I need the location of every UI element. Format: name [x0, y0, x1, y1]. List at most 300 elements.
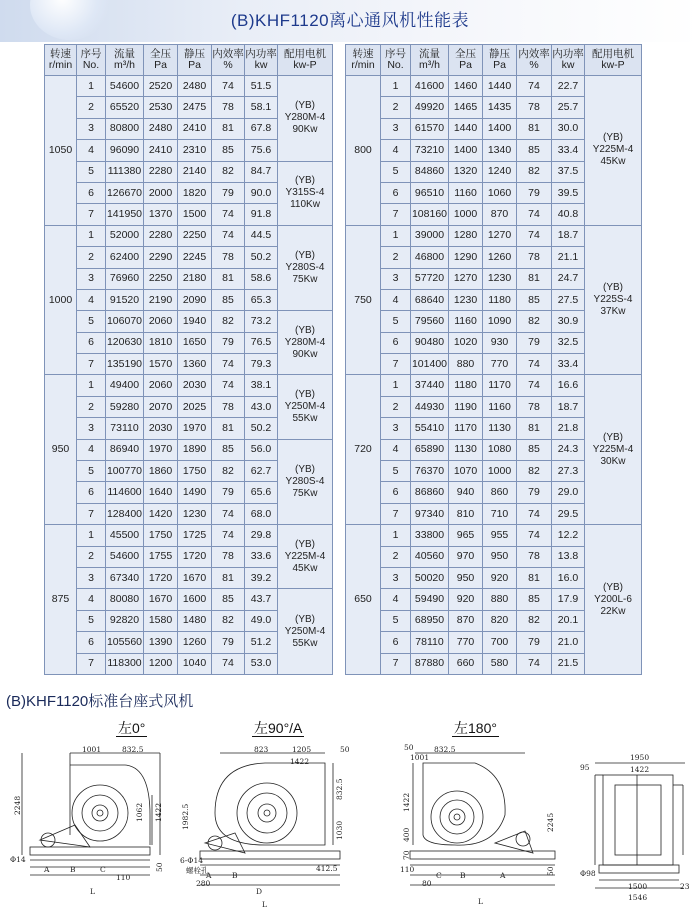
table-cell: 5 [381, 610, 411, 631]
table-cell: 29.0 [552, 482, 585, 503]
table-cell: 85 [212, 439, 245, 460]
table-cell: 81 [212, 418, 245, 439]
dim-text: C [100, 865, 106, 874]
table-cell: 141950 [106, 204, 144, 225]
table-cell: 49.0 [245, 610, 278, 631]
table-cell: 5 [77, 161, 106, 182]
table-cell: 86940 [106, 439, 144, 460]
table-cell: 67340 [106, 567, 144, 588]
motor-line: (YB) [295, 250, 315, 262]
table-cell: 74 [517, 76, 552, 97]
table-cell: 27.5 [552, 289, 585, 310]
speed-cell: 1000 [45, 225, 77, 375]
motor-cell [278, 225, 333, 311]
table-cell: 50.2 [245, 247, 278, 268]
column-header-speed [346, 45, 381, 76]
dim-text: 110 [400, 865, 415, 874]
table-cell: 40.8 [552, 204, 585, 225]
table-cell: 1750 [144, 525, 178, 546]
header-line: 流量 [419, 48, 440, 60]
motor-line: Y200L-6 [594, 593, 632, 605]
table-cell: 79 [517, 632, 552, 653]
table-cell: 4 [381, 289, 411, 310]
dim-text: 110 [116, 873, 131, 882]
table-cell: 82 [517, 161, 552, 182]
table-cell: 21.8 [552, 418, 585, 439]
table-cell: 30.0 [552, 118, 585, 139]
table-cell: 78 [517, 247, 552, 268]
table-cell: 4 [77, 289, 106, 310]
dim-text: 1030 [335, 820, 344, 840]
table-cell: 2060 [144, 375, 178, 396]
table-cell: 13.8 [552, 546, 585, 567]
table-cell: 4 [381, 140, 411, 161]
dim-text: Φ98 [580, 869, 596, 878]
table-cell: 2280 [144, 225, 178, 246]
motor-line: 30Kw [600, 455, 626, 467]
dim-text: 1422 [154, 802, 163, 822]
header-line: r/min [351, 59, 375, 71]
table-cell: 40560 [411, 546, 449, 567]
table-cell: 118300 [106, 653, 144, 674]
table-cell: 950 [483, 546, 517, 567]
table-cell: 3 [381, 118, 411, 139]
table-cell: 105560 [106, 632, 144, 653]
table-cell: 61570 [411, 118, 449, 139]
table-row [346, 525, 642, 546]
header-line: r/min [48, 59, 73, 71]
table-cell: 1190 [449, 396, 483, 417]
table-cell: 126670 [106, 182, 144, 203]
dim-text: 280 [196, 879, 211, 888]
table-cell: 81 [517, 268, 552, 289]
header-line: No. [82, 59, 100, 71]
table-cell: 68640 [411, 289, 449, 310]
table-cell: 79560 [411, 311, 449, 332]
table-cell: 4 [77, 589, 106, 610]
column-header-total_p [449, 45, 483, 76]
table-cell: 4 [381, 589, 411, 610]
dim-text: 螺栓孔 [186, 866, 209, 875]
motor-line: (YB) [295, 389, 315, 401]
table-cell: 135190 [106, 354, 144, 375]
table-row [45, 439, 333, 460]
motor-line: Y280M-4 [284, 336, 326, 348]
table-cell: 1400 [483, 118, 517, 139]
table-cell: 85 [212, 589, 245, 610]
table-cell: 43.7 [245, 589, 278, 610]
motor-line: Y250M-4 [284, 401, 326, 413]
dim-text: D [256, 887, 263, 896]
table-cell: 3 [77, 567, 106, 588]
table-cell: 74 [517, 225, 552, 246]
column-header-eff [212, 45, 245, 76]
table-cell: 59280 [106, 396, 144, 417]
header-line: 配用电机 [284, 48, 326, 60]
table-cell: 2140 [178, 161, 212, 182]
table-cell: 33.4 [552, 354, 585, 375]
table-cell: 1670 [144, 589, 178, 610]
motor-line: (YB) [295, 613, 315, 625]
table-cell: 100770 [106, 461, 144, 482]
table-cell: 79 [212, 482, 245, 503]
table-cell: 78 [517, 546, 552, 567]
table-cell: 1720 [144, 567, 178, 588]
header-line: Pa [493, 59, 506, 71]
table-cell: 1 [381, 375, 411, 396]
table-row [45, 76, 333, 97]
table-cell: 49400 [106, 375, 144, 396]
table-cell: 880 [483, 589, 517, 610]
table-cell: 24.7 [552, 268, 585, 289]
dim-text: C [436, 871, 442, 880]
table-cell: 1240 [483, 161, 517, 182]
table-cell: 81 [212, 268, 245, 289]
table-cell: 84860 [411, 161, 449, 182]
column-header-flow [411, 45, 449, 76]
dim-text: 1950 [630, 753, 650, 762]
table-cell: 32.5 [552, 332, 585, 353]
motor-cell [585, 225, 642, 375]
header-line: 转速 [352, 48, 374, 60]
table-cell: 955 [483, 525, 517, 546]
speed-cell: 650 [346, 525, 381, 675]
table-cell: 120630 [106, 332, 144, 353]
motor-line: Y280M-4 [284, 112, 326, 124]
table-cell: 1180 [483, 289, 517, 310]
dim-text: A [500, 871, 506, 880]
table-cell: 1370 [144, 204, 178, 225]
dim-text: B [70, 865, 76, 874]
table-cell: 39000 [411, 225, 449, 246]
table-cell: 2280 [144, 161, 178, 182]
table-cell: 41600 [411, 76, 449, 97]
table-cell: 1460 [449, 76, 483, 97]
table-cell: 74 [517, 354, 552, 375]
header-line: No. [387, 59, 404, 71]
table-cell: 3 [381, 418, 411, 439]
table-cell: 74 [517, 503, 552, 524]
table-cell: 1570 [144, 354, 178, 375]
table-cell: 1970 [178, 418, 212, 439]
table-cell: 7 [77, 503, 106, 524]
dim-text: 1062 [135, 802, 144, 822]
table-cell: 1490 [178, 482, 212, 503]
table-cell: 870 [483, 204, 517, 225]
header-line: kw [254, 59, 268, 71]
table-cell: 1440 [483, 76, 517, 97]
table-cell: 1000 [449, 204, 483, 225]
table-cell: 74 [212, 204, 245, 225]
table-cell: 67.8 [245, 118, 278, 139]
table-cell: 74 [212, 525, 245, 546]
table-cell: 81 [517, 418, 552, 439]
column-header-total_p [144, 45, 178, 76]
performance-table-right [345, 44, 642, 675]
table-cell: 33.4 [552, 140, 585, 161]
table-cell: 86860 [411, 482, 449, 503]
table-cell: 1080 [483, 439, 517, 460]
dim-text: 80 [422, 879, 432, 888]
dim-text: B [232, 871, 238, 880]
table-cell: 3 [381, 567, 411, 588]
table-cell: 810 [449, 503, 483, 524]
dim-text: 50 [404, 743, 414, 752]
speed-cell: 950 [45, 375, 77, 525]
table-cell: 85 [212, 289, 245, 310]
table-cell: 5 [77, 610, 106, 631]
table-cell: 1 [77, 375, 106, 396]
column-header-speed [45, 45, 77, 76]
column-header-motor_r [585, 45, 642, 76]
header-line: 序号 [385, 48, 406, 60]
table-cell: 76370 [411, 461, 449, 482]
table-cell: 1340 [483, 140, 517, 161]
dim-text: 832.5 [122, 745, 144, 754]
table-cell: 78 [212, 546, 245, 567]
table-cell: 1480 [178, 610, 212, 631]
motor-line: Y280S-4 [285, 262, 325, 274]
table-cell: 1400 [449, 140, 483, 161]
table-cell: 12.2 [552, 525, 585, 546]
table-cell: 1260 [178, 632, 212, 653]
table-cell: 82 [517, 610, 552, 631]
table-cell: 18.7 [552, 225, 585, 246]
motor-line: Y280S-4 [285, 475, 325, 487]
dim-text: 1001 [82, 745, 102, 754]
dim-text: B [460, 871, 466, 880]
table-cell: 73.2 [245, 311, 278, 332]
table-cell: 81 [517, 118, 552, 139]
table-cell: 74 [212, 653, 245, 674]
dim-text: 1422 [402, 792, 411, 812]
motor-line: (YB) [603, 581, 623, 593]
table-cell: 2 [77, 396, 106, 417]
table-cell: 2 [77, 97, 106, 118]
table-cell: 6 [77, 632, 106, 653]
table-cell: 21.5 [552, 653, 585, 674]
table-cell: 78 [212, 97, 245, 118]
table-cell: 3 [381, 268, 411, 289]
table-cell: 5 [77, 461, 106, 482]
table-cell: 68.0 [245, 503, 278, 524]
table-cell: 1440 [449, 118, 483, 139]
table-cell: 87880 [411, 653, 449, 674]
table-cell: 82 [517, 311, 552, 332]
table-cell: 1130 [449, 439, 483, 460]
table-cell: 22.7 [552, 76, 585, 97]
table-cell: 91520 [106, 289, 144, 310]
motor-line: Y225M-4 [284, 550, 326, 562]
table-cell: 2060 [144, 311, 178, 332]
table-cell: 37.5 [552, 161, 585, 182]
dim-text: L [90, 887, 95, 896]
header-line: kw-P [601, 59, 625, 71]
motor-line: Y315S-4 [285, 187, 325, 199]
table-cell: 21.1 [552, 247, 585, 268]
table-cell: 4 [381, 439, 411, 460]
page-title: (B)KHF1120离心通风机性能表 [230, 11, 470, 30]
table-cell: 2480 [178, 76, 212, 97]
table-cell: 54600 [106, 76, 144, 97]
table-cell: 1160 [483, 396, 517, 417]
dim-text: 400 [402, 827, 411, 842]
dim-text: 2245 [546, 812, 555, 832]
table-cell: 6 [77, 482, 106, 503]
table-cell: 970 [449, 546, 483, 567]
dim-text: 1982.5 [181, 803, 190, 830]
table-cell: 74 [517, 525, 552, 546]
motor-line: 45Kw [600, 156, 626, 168]
table-cell: 73210 [411, 140, 449, 161]
table-cell: 50.2 [245, 418, 278, 439]
table-cell: 1600 [178, 589, 212, 610]
motor-line: Y225M-4 [592, 443, 634, 455]
column-header-no [77, 45, 106, 76]
table-cell: 1230 [178, 503, 212, 524]
table-cell: 1230 [483, 268, 517, 289]
table-cell: 62400 [106, 247, 144, 268]
motor-line: (YB) [295, 175, 315, 187]
motor-cell [278, 375, 333, 439]
performance-table-left [44, 44, 333, 675]
motor-cell [278, 161, 333, 225]
table-cell: 880 [449, 354, 483, 375]
table-cell: 82 [212, 461, 245, 482]
dim-text: 50 [546, 866, 555, 876]
table-cell: 1420 [144, 503, 178, 524]
table-cell: 1170 [483, 375, 517, 396]
table-cell: 79 [517, 332, 552, 353]
motor-line: 55Kw [292, 637, 318, 649]
table-cell: 580 [483, 653, 517, 674]
column-header-power [245, 45, 278, 76]
motor-line: 45Kw [292, 562, 318, 574]
header-line: 内效率 [518, 48, 550, 60]
table-cell: 24.3 [552, 439, 585, 460]
table-cell: 45500 [106, 525, 144, 546]
header-line: 配用电机 [592, 48, 634, 60]
motor-line: 22Kw [600, 605, 626, 617]
table-cell: 5 [381, 161, 411, 182]
table-cell: 82 [212, 311, 245, 332]
table-cell: 7 [77, 204, 106, 225]
table-row [45, 589, 333, 610]
table-cell: 2250 [178, 225, 212, 246]
table-cell: 2070 [144, 396, 178, 417]
table-cell: 81 [212, 567, 245, 588]
drawing-label-left-180: 左180° [454, 720, 497, 736]
header-line: 转速 [50, 48, 71, 60]
table-cell: 3 [77, 118, 106, 139]
table-cell: 65.3 [245, 289, 278, 310]
table-cell: 2 [381, 97, 411, 118]
table-cell: 65.6 [245, 482, 278, 503]
speed-cell: 720 [346, 375, 381, 525]
table-cell: 1 [381, 225, 411, 246]
speed-cell: 1050 [45, 76, 77, 226]
table-cell: 1090 [483, 311, 517, 332]
table-cell: 1270 [449, 268, 483, 289]
dim-text: 2248 [13, 795, 22, 815]
table-cell: 1260 [483, 247, 517, 268]
table-row [346, 76, 642, 97]
table-cell: 78 [212, 247, 245, 268]
table-cell: 75.6 [245, 140, 278, 161]
table-cell: 870 [449, 610, 483, 631]
table-cell: 2180 [178, 268, 212, 289]
table-cell: 76960 [106, 268, 144, 289]
column-header-static_p [483, 45, 517, 76]
dim-text: L [262, 900, 267, 909]
table-cell: 1170 [449, 418, 483, 439]
dim-text: 70 [402, 850, 411, 860]
table-cell: 5 [381, 311, 411, 332]
header-line: 全压 [150, 48, 171, 60]
table-cell: 1820 [178, 182, 212, 203]
dim-text: 1500 [628, 882, 648, 891]
dim-text: 1422 [290, 757, 310, 766]
dim-text: 1205 [292, 745, 312, 754]
table-cell: 6 [381, 482, 411, 503]
header-line: 内效率 [212, 48, 244, 60]
table-cell: 1 [381, 525, 411, 546]
speed-cell: 875 [45, 525, 77, 675]
table-cell: 1160 [449, 182, 483, 203]
header-line: 流量 [114, 48, 135, 60]
table-cell: 2 [77, 546, 106, 567]
table-cell: 7 [77, 653, 106, 674]
table-cell: 50020 [411, 567, 449, 588]
table-cell: 78 [517, 97, 552, 118]
motor-cell [278, 589, 333, 675]
motor-cell [585, 525, 642, 675]
motor-line: (YB) [603, 282, 623, 294]
header-line: 内功率 [245, 48, 277, 60]
table-cell: 74 [517, 375, 552, 396]
table-body [45, 76, 333, 675]
header-line: Pa [459, 59, 472, 71]
table-cell: 2250 [144, 268, 178, 289]
header-line: 序号 [80, 48, 102, 60]
table-cell: 18.7 [552, 396, 585, 417]
table-cell: 85 [517, 140, 552, 161]
table-cell: 2410 [178, 118, 212, 139]
table-cell: 16.6 [552, 375, 585, 396]
table-cell: 6 [381, 332, 411, 353]
table-cell: 930 [483, 332, 517, 353]
table-cell: 2030 [144, 418, 178, 439]
motor-cell [278, 439, 333, 525]
dim-text: 823 [254, 745, 269, 754]
motor-line: 75Kw [292, 274, 318, 286]
header-line: 内功率 [552, 48, 584, 60]
table-cell: 65890 [411, 439, 449, 460]
table-cell: 7 [77, 354, 106, 375]
table-cell: 1940 [178, 311, 212, 332]
table-cell: 2475 [178, 97, 212, 118]
table-cell: 2520 [144, 76, 178, 97]
table-cell: 82 [517, 461, 552, 482]
dim-text: Φ14 [10, 855, 26, 864]
table-row [45, 311, 333, 332]
column-header-static_p [178, 45, 212, 76]
table-cell: 79 [517, 482, 552, 503]
table-cell: 29.8 [245, 525, 278, 546]
motor-cell [278, 76, 333, 162]
table-cell: 53.0 [245, 653, 278, 674]
table-row [45, 375, 333, 396]
